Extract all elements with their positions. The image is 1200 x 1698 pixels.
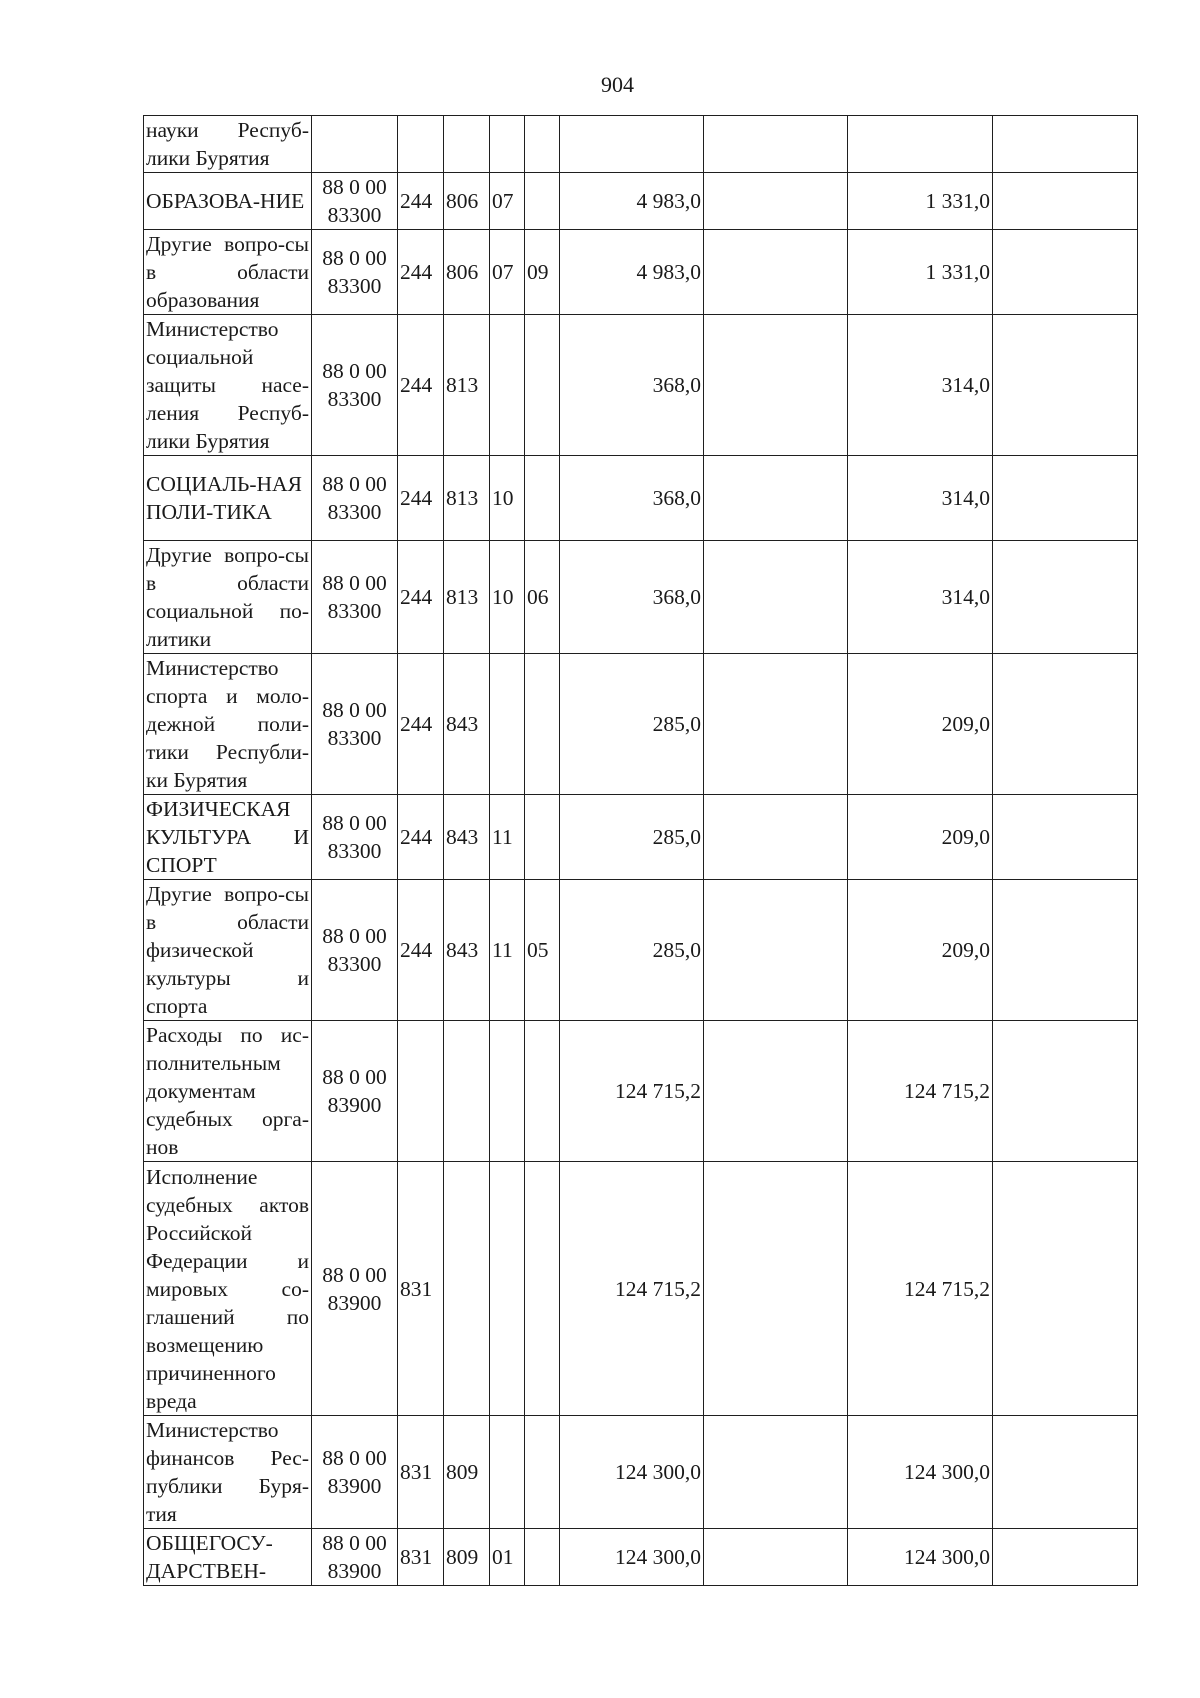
cell-section: 11: [490, 795, 525, 880]
cell-amount-2: [704, 795, 848, 880]
cell-subsection: [525, 1162, 560, 1416]
cell-subsection: [525, 116, 560, 173]
cell-name: ОБЩЕГОСУ-ДАРСТВЕН-: [144, 1529, 312, 1586]
cell-amount-4: [993, 315, 1138, 456]
cell-amount-3: 1 331,0: [848, 230, 993, 315]
cell-subsection: [525, 1021, 560, 1162]
cell-amount-1: 285,0: [560, 654, 704, 795]
cell-department: 813: [444, 456, 490, 541]
cell-amount-1: 124 300,0: [560, 1416, 704, 1529]
cell-expense-type: 244: [398, 795, 444, 880]
cell-amount-1: 124 715,2: [560, 1162, 704, 1416]
cell-amount-2: [704, 315, 848, 456]
cell-name: науки Респуб-лики Бурятия: [144, 116, 312, 173]
cell-target-article: 88 0 00 83300: [312, 654, 398, 795]
cell-section: [490, 1021, 525, 1162]
cell-department: 843: [444, 795, 490, 880]
cell-amount-3: 124 300,0: [848, 1529, 993, 1586]
cell-section: 10: [490, 541, 525, 654]
table-row: [144, 795, 1138, 880]
cell-section: [490, 116, 525, 173]
cell-amount-1: 368,0: [560, 456, 704, 541]
table-row: [144, 654, 1138, 795]
cell-department: 813: [444, 315, 490, 456]
table-row: [144, 1162, 1138, 1416]
cell-amount-1: 124 300,0: [560, 1529, 704, 1586]
cell-department: [444, 1021, 490, 1162]
cell-amount-2: [704, 456, 848, 541]
cell-expense-type: 244: [398, 654, 444, 795]
cell-amount-2: [704, 1162, 848, 1416]
cell-subsection: [525, 1529, 560, 1586]
cell-section: 10: [490, 456, 525, 541]
cell-subsection: [525, 795, 560, 880]
cell-amount-2: [704, 230, 848, 315]
cell-department: 809: [444, 1416, 490, 1529]
cell-name: ФИЗИЧЕСКАЯ КУЛЬТУРА И СПОРТ: [144, 795, 312, 880]
cell-department: 843: [444, 880, 490, 1021]
cell-section: 07: [490, 173, 525, 230]
cell-subsection: [525, 173, 560, 230]
cell-amount-4: [993, 456, 1138, 541]
cell-amount-4: [993, 1021, 1138, 1162]
cell-amount-2: [704, 880, 848, 1021]
table-row: [144, 1021, 1138, 1162]
cell-department: 809: [444, 1529, 490, 1586]
table-body: [144, 116, 1138, 1586]
cell-amount-3: 124 300,0: [848, 1416, 993, 1529]
page-number: 904: [601, 72, 634, 97]
cell-amount-4: [993, 230, 1138, 315]
cell-amount-3: 209,0: [848, 880, 993, 1021]
cell-subsection: [525, 1416, 560, 1529]
budget-table: [143, 115, 1138, 1586]
cell-department: [444, 1162, 490, 1416]
cell-target-article: 88 0 00 83300: [312, 230, 398, 315]
cell-amount-3: 209,0: [848, 654, 993, 795]
cell-target-article: 88 0 00 83900: [312, 1021, 398, 1162]
cell-department: 806: [444, 230, 490, 315]
cell-amount-3: 124 715,2: [848, 1162, 993, 1416]
cell-subsection: [525, 654, 560, 795]
cell-amount-1: 4 983,0: [560, 230, 704, 315]
cell-expense-type: 831: [398, 1416, 444, 1529]
cell-name: Другие вопро-сы в области образования: [144, 230, 312, 315]
cell-subsection: 09: [525, 230, 560, 315]
cell-amount-2: [704, 116, 848, 173]
table-row: [144, 541, 1138, 654]
cell-amount-3: 314,0: [848, 456, 993, 541]
cell-amount-2: [704, 173, 848, 230]
cell-amount-1: 4 983,0: [560, 173, 704, 230]
cell-amount-4: [993, 541, 1138, 654]
cell-amount-4: [993, 116, 1138, 173]
cell-amount-3: 314,0: [848, 315, 993, 456]
table-row: [144, 116, 1138, 173]
cell-expense-type: [398, 116, 444, 173]
table-row: [144, 456, 1138, 541]
cell-department: [444, 116, 490, 173]
cell-expense-type: 244: [398, 880, 444, 1021]
cell-expense-type: 244: [398, 173, 444, 230]
table-row: [144, 315, 1138, 456]
cell-target-article: 88 0 00 83300: [312, 880, 398, 1021]
cell-amount-1: 124 715,2: [560, 1021, 704, 1162]
cell-expense-type: 244: [398, 315, 444, 456]
cell-name: Другие вопро-сы в области физической культуры и спорта: [144, 880, 312, 1021]
cell-expense-type: 831: [398, 1529, 444, 1586]
cell-section: 11: [490, 880, 525, 1021]
cell-amount-2: [704, 1021, 848, 1162]
cell-amount-2: [704, 1416, 848, 1529]
cell-subsection: [525, 456, 560, 541]
table-row: [144, 880, 1138, 1021]
cell-target-article: 88 0 00 83300: [312, 795, 398, 880]
cell-target-article: 88 0 00 83900: [312, 1162, 398, 1416]
table-row: [144, 230, 1138, 315]
cell-name: Расходы по ис-полнительным документам судебных орга-нов: [144, 1021, 312, 1162]
cell-amount-1: [560, 116, 704, 173]
cell-amount-1: 285,0: [560, 795, 704, 880]
cell-section: [490, 1162, 525, 1416]
cell-target-article: 88 0 00 83300: [312, 456, 398, 541]
cell-amount-3: [848, 116, 993, 173]
cell-subsection: [525, 315, 560, 456]
cell-name: Министерство социальной защиты насе-ления Респуб-лики Бурятия: [144, 315, 312, 456]
table-row: [144, 1529, 1138, 1586]
cell-amount-4: [993, 654, 1138, 795]
cell-name: Министерство спорта и моло-дежной поли-тики Республи-ки Бурятия: [144, 654, 312, 795]
cell-amount-1: 368,0: [560, 541, 704, 654]
cell-amount-3: 124 715,2: [848, 1021, 993, 1162]
cell-amount-2: [704, 654, 848, 795]
cell-amount-4: [993, 1162, 1138, 1416]
cell-amount-3: 314,0: [848, 541, 993, 654]
cell-section: [490, 1416, 525, 1529]
cell-subsection: 05: [525, 880, 560, 1021]
cell-amount-4: [993, 795, 1138, 880]
cell-department: 843: [444, 654, 490, 795]
cell-amount-3: 209,0: [848, 795, 993, 880]
cell-section: 07: [490, 230, 525, 315]
cell-expense-type: 244: [398, 456, 444, 541]
cell-amount-4: [993, 880, 1138, 1021]
cell-amount-4: [993, 173, 1138, 230]
cell-amount-4: [993, 1529, 1138, 1586]
cell-target-article: 88 0 00 83900: [312, 1529, 398, 1586]
cell-section: [490, 654, 525, 795]
cell-expense-type: 244: [398, 541, 444, 654]
cell-target-article: 88 0 00 83300: [312, 315, 398, 456]
cell-name: ОБРАЗОВА-НИЕ: [144, 173, 312, 230]
cell-target-article: 88 0 00 83900: [312, 1416, 398, 1529]
cell-subsection: 06: [525, 541, 560, 654]
cell-amount-3: 1 331,0: [848, 173, 993, 230]
cell-target-article: 88 0 00 83300: [312, 541, 398, 654]
cell-target-article: 88 0 00 83300: [312, 173, 398, 230]
cell-amount-1: 285,0: [560, 880, 704, 1021]
cell-expense-type: [398, 1021, 444, 1162]
cell-expense-type: 831: [398, 1162, 444, 1416]
cell-name: Исполнение судебных актов Российской Федерации и мировых со-глашений по возмещению причиненного вреда: [144, 1162, 312, 1416]
cell-name: Другие вопро-сы в области социальной по-литики: [144, 541, 312, 654]
cell-amount-2: [704, 541, 848, 654]
table-row: [144, 173, 1138, 230]
cell-name: СОЦИАЛЬ-НАЯ ПОЛИ-ТИКА: [144, 456, 312, 541]
cell-amount-4: [993, 1416, 1138, 1529]
table-row: [144, 1416, 1138, 1529]
cell-amount-2: [704, 1529, 848, 1586]
cell-expense-type: 244: [398, 230, 444, 315]
cell-name: Министерство финансов Рес-публики Буря-тия: [144, 1416, 312, 1529]
cell-department: 806: [444, 173, 490, 230]
cell-section: [490, 315, 525, 456]
cell-amount-1: 368,0: [560, 315, 704, 456]
cell-department: 813: [444, 541, 490, 654]
cell-section: 01: [490, 1529, 525, 1586]
cell-target-article: [312, 116, 398, 173]
